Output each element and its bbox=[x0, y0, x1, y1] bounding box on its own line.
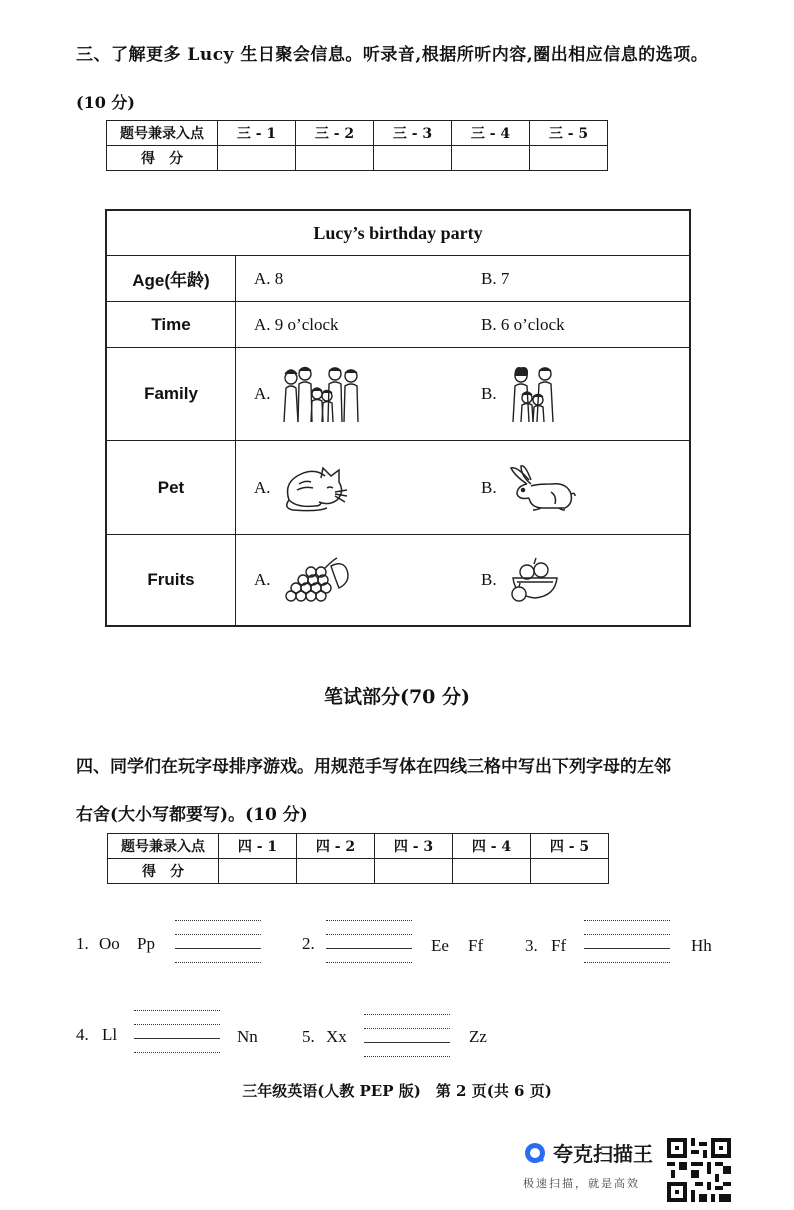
row-label-fruits: Fruits bbox=[106, 535, 236, 626]
score-cell[interactable] bbox=[296, 146, 374, 171]
option-a-fruits[interactable]: A. bbox=[254, 556, 353, 604]
score-col: 三 - 2 bbox=[296, 121, 374, 146]
item-number: 1. bbox=[76, 934, 89, 953]
score-col: 四 - 4 bbox=[453, 834, 531, 859]
score-col: 四 - 1 bbox=[219, 834, 297, 859]
page-footer: 三年级英语(人教 PEP 版) 第 2 页(共 6 页) bbox=[242, 1082, 552, 1100]
option-b-family[interactable]: B. bbox=[481, 364, 557, 424]
written-section-heading: 笔试部分(70 分) bbox=[323, 686, 471, 708]
given-letter: Zz bbox=[469, 1027, 487, 1046]
birthday-party-table bbox=[105, 209, 691, 627]
given-letter: Ee bbox=[431, 936, 449, 955]
writing-lines[interactable] bbox=[584, 920, 670, 964]
row-label-pet: Pet bbox=[106, 441, 236, 535]
score-cell[interactable] bbox=[219, 859, 297, 884]
grapes-icon bbox=[281, 556, 353, 604]
score-cell[interactable] bbox=[375, 859, 453, 884]
option-a-family[interactable]: A. bbox=[254, 364, 361, 424]
row-label-age: Age(年龄) bbox=[106, 256, 236, 302]
score-col: 四 - 2 bbox=[297, 834, 375, 859]
quark-logo-icon bbox=[523, 1141, 547, 1165]
score-col: 三 - 5 bbox=[530, 121, 608, 146]
score-cell[interactable] bbox=[374, 146, 452, 171]
qr-code-icon bbox=[667, 1138, 731, 1202]
given-letter: Ll bbox=[102, 1025, 118, 1044]
score-col: 三 - 1 bbox=[218, 121, 296, 146]
party-table-title: Lucy’s birthday party bbox=[106, 210, 690, 256]
option-b-fruits[interactable]: B. bbox=[481, 556, 563, 604]
large-family-icon bbox=[281, 364, 361, 424]
score-header: 题号兼录入点 bbox=[108, 834, 219, 859]
scanner-watermark bbox=[523, 1138, 731, 1202]
rabbit-icon bbox=[507, 462, 577, 514]
score-col: 三 - 4 bbox=[452, 121, 530, 146]
option-b-time[interactable]: B. 6 o’clock bbox=[481, 314, 565, 334]
writing-lines[interactable] bbox=[134, 1010, 220, 1054]
row-label-time: Time bbox=[106, 302, 236, 348]
q3-title: 三、了解更多 Lucy 生日聚会信息。听录音,根据所听内容,圈出相应信息的选项。 bbox=[76, 45, 709, 65]
option-a-pet[interactable]: A. bbox=[254, 462, 349, 514]
given-letter: Xx bbox=[326, 1027, 347, 1046]
q4-title-line2: 右舍(大小写都要写)。(10 分) bbox=[76, 805, 308, 825]
score-col: 三 - 3 bbox=[374, 121, 452, 146]
writing-lines[interactable] bbox=[175, 920, 261, 964]
score-header: 题号兼录入点 bbox=[107, 121, 218, 146]
cat-icon bbox=[281, 462, 349, 514]
q3-score: (10 分) bbox=[76, 93, 135, 112]
given-letter: Ff bbox=[468, 936, 484, 955]
score-cell[interactable] bbox=[530, 146, 608, 171]
item-number: 2. bbox=[302, 934, 315, 953]
score-cell[interactable] bbox=[297, 859, 375, 884]
q4-score-table bbox=[107, 833, 609, 884]
item-number: 4. bbox=[76, 1025, 89, 1044]
q3-score-table bbox=[106, 120, 608, 171]
watermark-name: 夸克扫描王 bbox=[553, 1142, 653, 1166]
fruit-bowl-icon bbox=[507, 556, 563, 604]
item-number: 3. bbox=[525, 936, 538, 955]
option-b-pet[interactable]: B. bbox=[481, 462, 577, 514]
score-cell[interactable] bbox=[218, 146, 296, 171]
given-letter: Ff bbox=[551, 936, 567, 955]
option-b-age[interactable]: B. 7 bbox=[481, 268, 510, 288]
q4-title-line1: 四、同学们在玩字母排序游戏。用规范手写体在四线三格中写出下列字母的左邻 bbox=[76, 757, 671, 777]
item-number: 5. bbox=[302, 1027, 315, 1046]
writing-lines[interactable] bbox=[326, 920, 412, 964]
score-col: 四 - 5 bbox=[531, 834, 609, 859]
row-label-family: Family bbox=[106, 348, 236, 441]
score-row-label: 得 分 bbox=[107, 146, 218, 171]
given-letter: Pp bbox=[137, 934, 155, 953]
score-row-label: 得 分 bbox=[108, 859, 219, 884]
given-letter: Hh bbox=[691, 936, 712, 955]
given-letter: Nn bbox=[237, 1027, 258, 1046]
writing-lines[interactable] bbox=[364, 1014, 450, 1058]
score-cell[interactable] bbox=[531, 859, 609, 884]
score-cell[interactable] bbox=[453, 859, 531, 884]
score-cell[interactable] bbox=[452, 146, 530, 171]
small-family-icon bbox=[507, 364, 557, 424]
option-a-age[interactable]: A. 8 bbox=[254, 268, 284, 288]
option-a-time[interactable]: A. 9 o’clock bbox=[254, 314, 339, 334]
watermark-slogan: 极速扫描，就是高效 bbox=[523, 1177, 640, 1190]
given-letter: Oo bbox=[99, 934, 120, 953]
score-col: 四 - 3 bbox=[375, 834, 453, 859]
